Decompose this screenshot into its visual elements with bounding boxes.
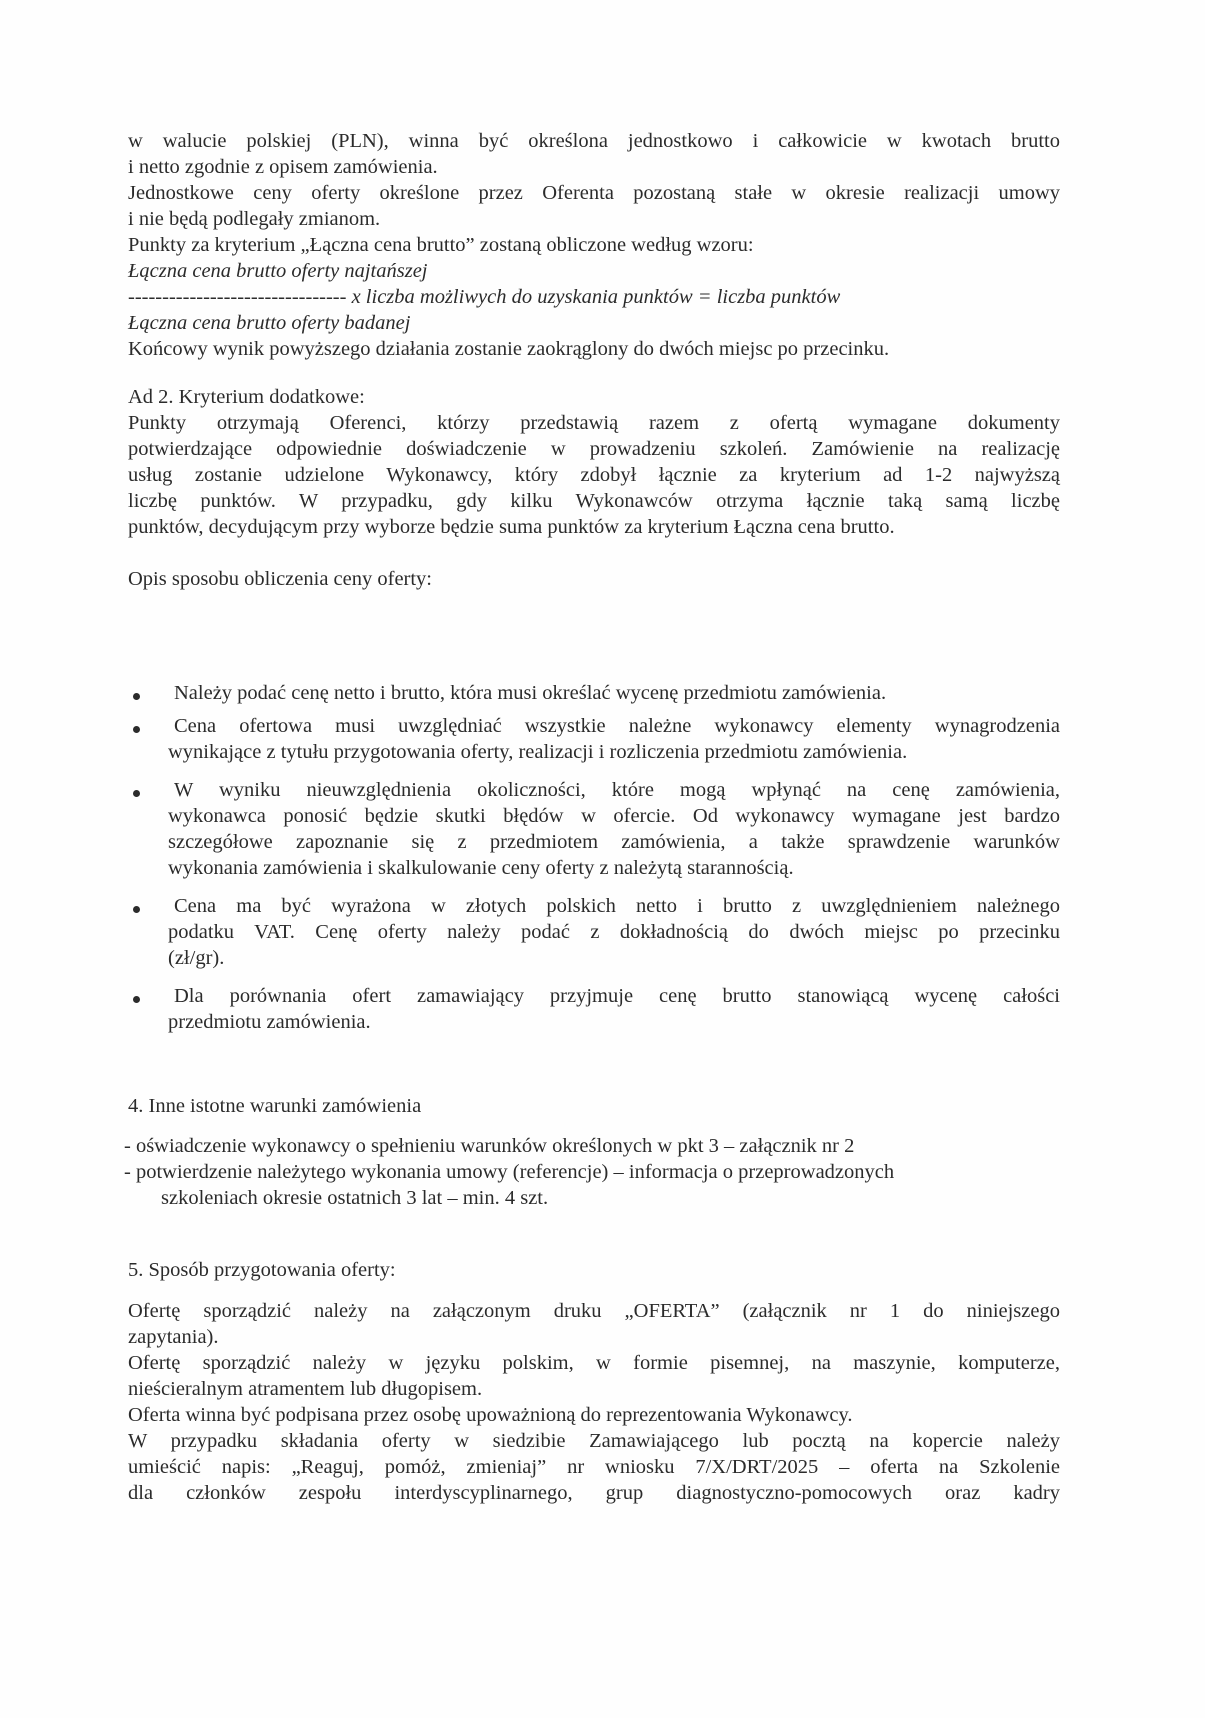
price-bullet-line: podatku VAT. Cenę oferty należy podać z dokładnością do dwóch miejsc po przecinku: [168, 921, 1060, 943]
bullet-icon: [133, 996, 140, 1003]
intro-line: Jednostkowe ceny oferty określone przez Oferenta pozostaną stałe w okresie realizacji umowy: [128, 182, 1060, 204]
intro-line: Punkty za kryterium „Łączna cena brutto” zostaną obliczone według wzoru:: [128, 234, 754, 256]
bullet-icon: [133, 726, 140, 733]
criterion-2-line: punktów, decydującym przy wyborze będzie suma punktów za kryterium Łączna cena brutto.: [128, 516, 895, 538]
price-bullet-line: wykonawca ponosić będzie skutki błędów w ofercie. Od wykonawcy wymagane jest bardzo: [168, 805, 1060, 827]
price-bullet-line: (zł/gr).: [168, 947, 225, 969]
formula-rounding-note: Końcowy wynik powyższego działania zostanie zaokrąglony do dwóch miejsc po przecinku.: [128, 338, 890, 360]
criterion-2-line: Punkty otrzymają Oferenci, którzy przedstawią razem z ofertą wymagane dokumenty: [128, 412, 1060, 434]
price-bullet-line: W wyniku nieuwzględnienia okoliczności, które mogą wpłynąć na cenę zamówienia,: [174, 779, 1060, 801]
section-5-line: W przypadku składania oferty w siedzibie Zamawiającego lub pocztą na kopercie należy: [128, 1430, 1060, 1452]
bullet-icon: [133, 693, 140, 700]
section-4-item: - oświadczenie wykonawcy o spełnieniu warunków określonych w pkt 3 – załącznik nr 2: [124, 1135, 855, 1157]
price-bullet-line: szczegółowe zapoznanie się z przedmiotem zamówienia, a także sprawdzenie warunków: [168, 831, 1060, 853]
criterion-2-line: liczbę punktów. W przypadku, gdy kilku Wykonawców otrzyma łącznie taką samą liczbę: [128, 490, 1060, 512]
section-5-line: umieścić napis: „Reaguj, pomóż, zmieniaj” nr wniosku 7/X/DRT/2025 – oferta na Szkolenie: [128, 1456, 1060, 1478]
price-bullet-line: Cena ofertowa musi uwzględniać wszystkie należne wykonawcy elementy wynagrodzenia: [174, 715, 1060, 737]
price-bullet-line: Należy podać cenę netto i brutto, która musi określać wycenę przedmiotu zamówienia.: [174, 682, 887, 704]
intro-line: i nie będą podlegały zmianom.: [128, 208, 381, 230]
section-5-line: zapytania).: [128, 1326, 219, 1348]
section-5-line: nieścieralnym atramentem lub długopisem.: [128, 1378, 483, 1400]
intro-line: w walucie polskiej (PLN), winna być określona jednostkowo i całkowicie w kwotach brutto: [128, 130, 1060, 152]
section-5-line: Ofertę sporządzić należy w języku polskim, w formie pisemnej, na maszynie, komputerze,: [128, 1352, 1060, 1374]
section-5-line: dla członków zespołu interdyscyplinarnego, grup diagnostyczno-pomocowych oraz kadry: [128, 1482, 1060, 1504]
price-bullet-line: wykonania zamówienia i skalkulowanie ceny oferty z należytą starannością.: [168, 857, 794, 879]
intro-line: i netto zgodnie z opisem zamówienia.: [128, 156, 438, 178]
bullet-icon: [133, 790, 140, 797]
price-bullet-line: wynikające z tytułu przygotowania oferty, realizacji i rozliczenia przedmiotu zamówienia.: [168, 741, 908, 763]
section-4-item: - potwierdzenie należytego wykonania umowy (referencje) – informacja o przeprowadzonych: [124, 1161, 895, 1183]
criterion-2-line: usług zostanie udzielone Wykonawcy, który zdobył łącznie za kryterium ad 1-2 najwyższą: [128, 464, 1060, 486]
section-4-heading: 4. Inne istotne warunki zamówienia: [128, 1095, 422, 1117]
price-bullet-line: Cena ma być wyrażona w złotych polskich netto i brutto z uwzględnieniem należnego: [174, 895, 1060, 917]
price-calculation-heading: Opis sposobu obliczenia ceny oferty:: [128, 568, 433, 590]
price-bullet-line: przedmiotu zamówienia.: [168, 1011, 371, 1033]
formula-numerator: Łączna cena brutto oferty najtańszej: [128, 260, 428, 282]
criterion-2-heading: Ad 2. Kryterium dodatkowe:: [128, 386, 365, 408]
section-4-item: szkoleniach okresie ostatnich 3 lat – min. 4 szt.: [161, 1187, 549, 1209]
formula-denominator: Łączna cena brutto oferty badanej: [128, 312, 411, 334]
section-5-line: Ofertę sporządzić należy na załączonym druku „OFERTA” (załącznik nr 1 do niniejszego: [128, 1300, 1060, 1322]
section-5-line: Oferta winna być podpisana przez osobę upoważnioną do reprezentowania Wykonawcy.: [128, 1404, 853, 1426]
price-bullet-line: Dla porównania ofert zamawiający przyjmuje cenę brutto stanowiącą wycenę całości: [174, 985, 1060, 1007]
section-5-heading: 5. Sposób przygotowania oferty:: [128, 1259, 396, 1281]
criterion-2-line: potwierdzające odpowiednie doświadczenie w prowadzeniu szkoleń. Zamówienie na realizację: [128, 438, 1060, 460]
bullet-icon: [133, 906, 140, 913]
formula-fraction-line: -------------------------------- x liczba możliwych do uzyskania punktów = liczba punktów: [128, 286, 841, 308]
